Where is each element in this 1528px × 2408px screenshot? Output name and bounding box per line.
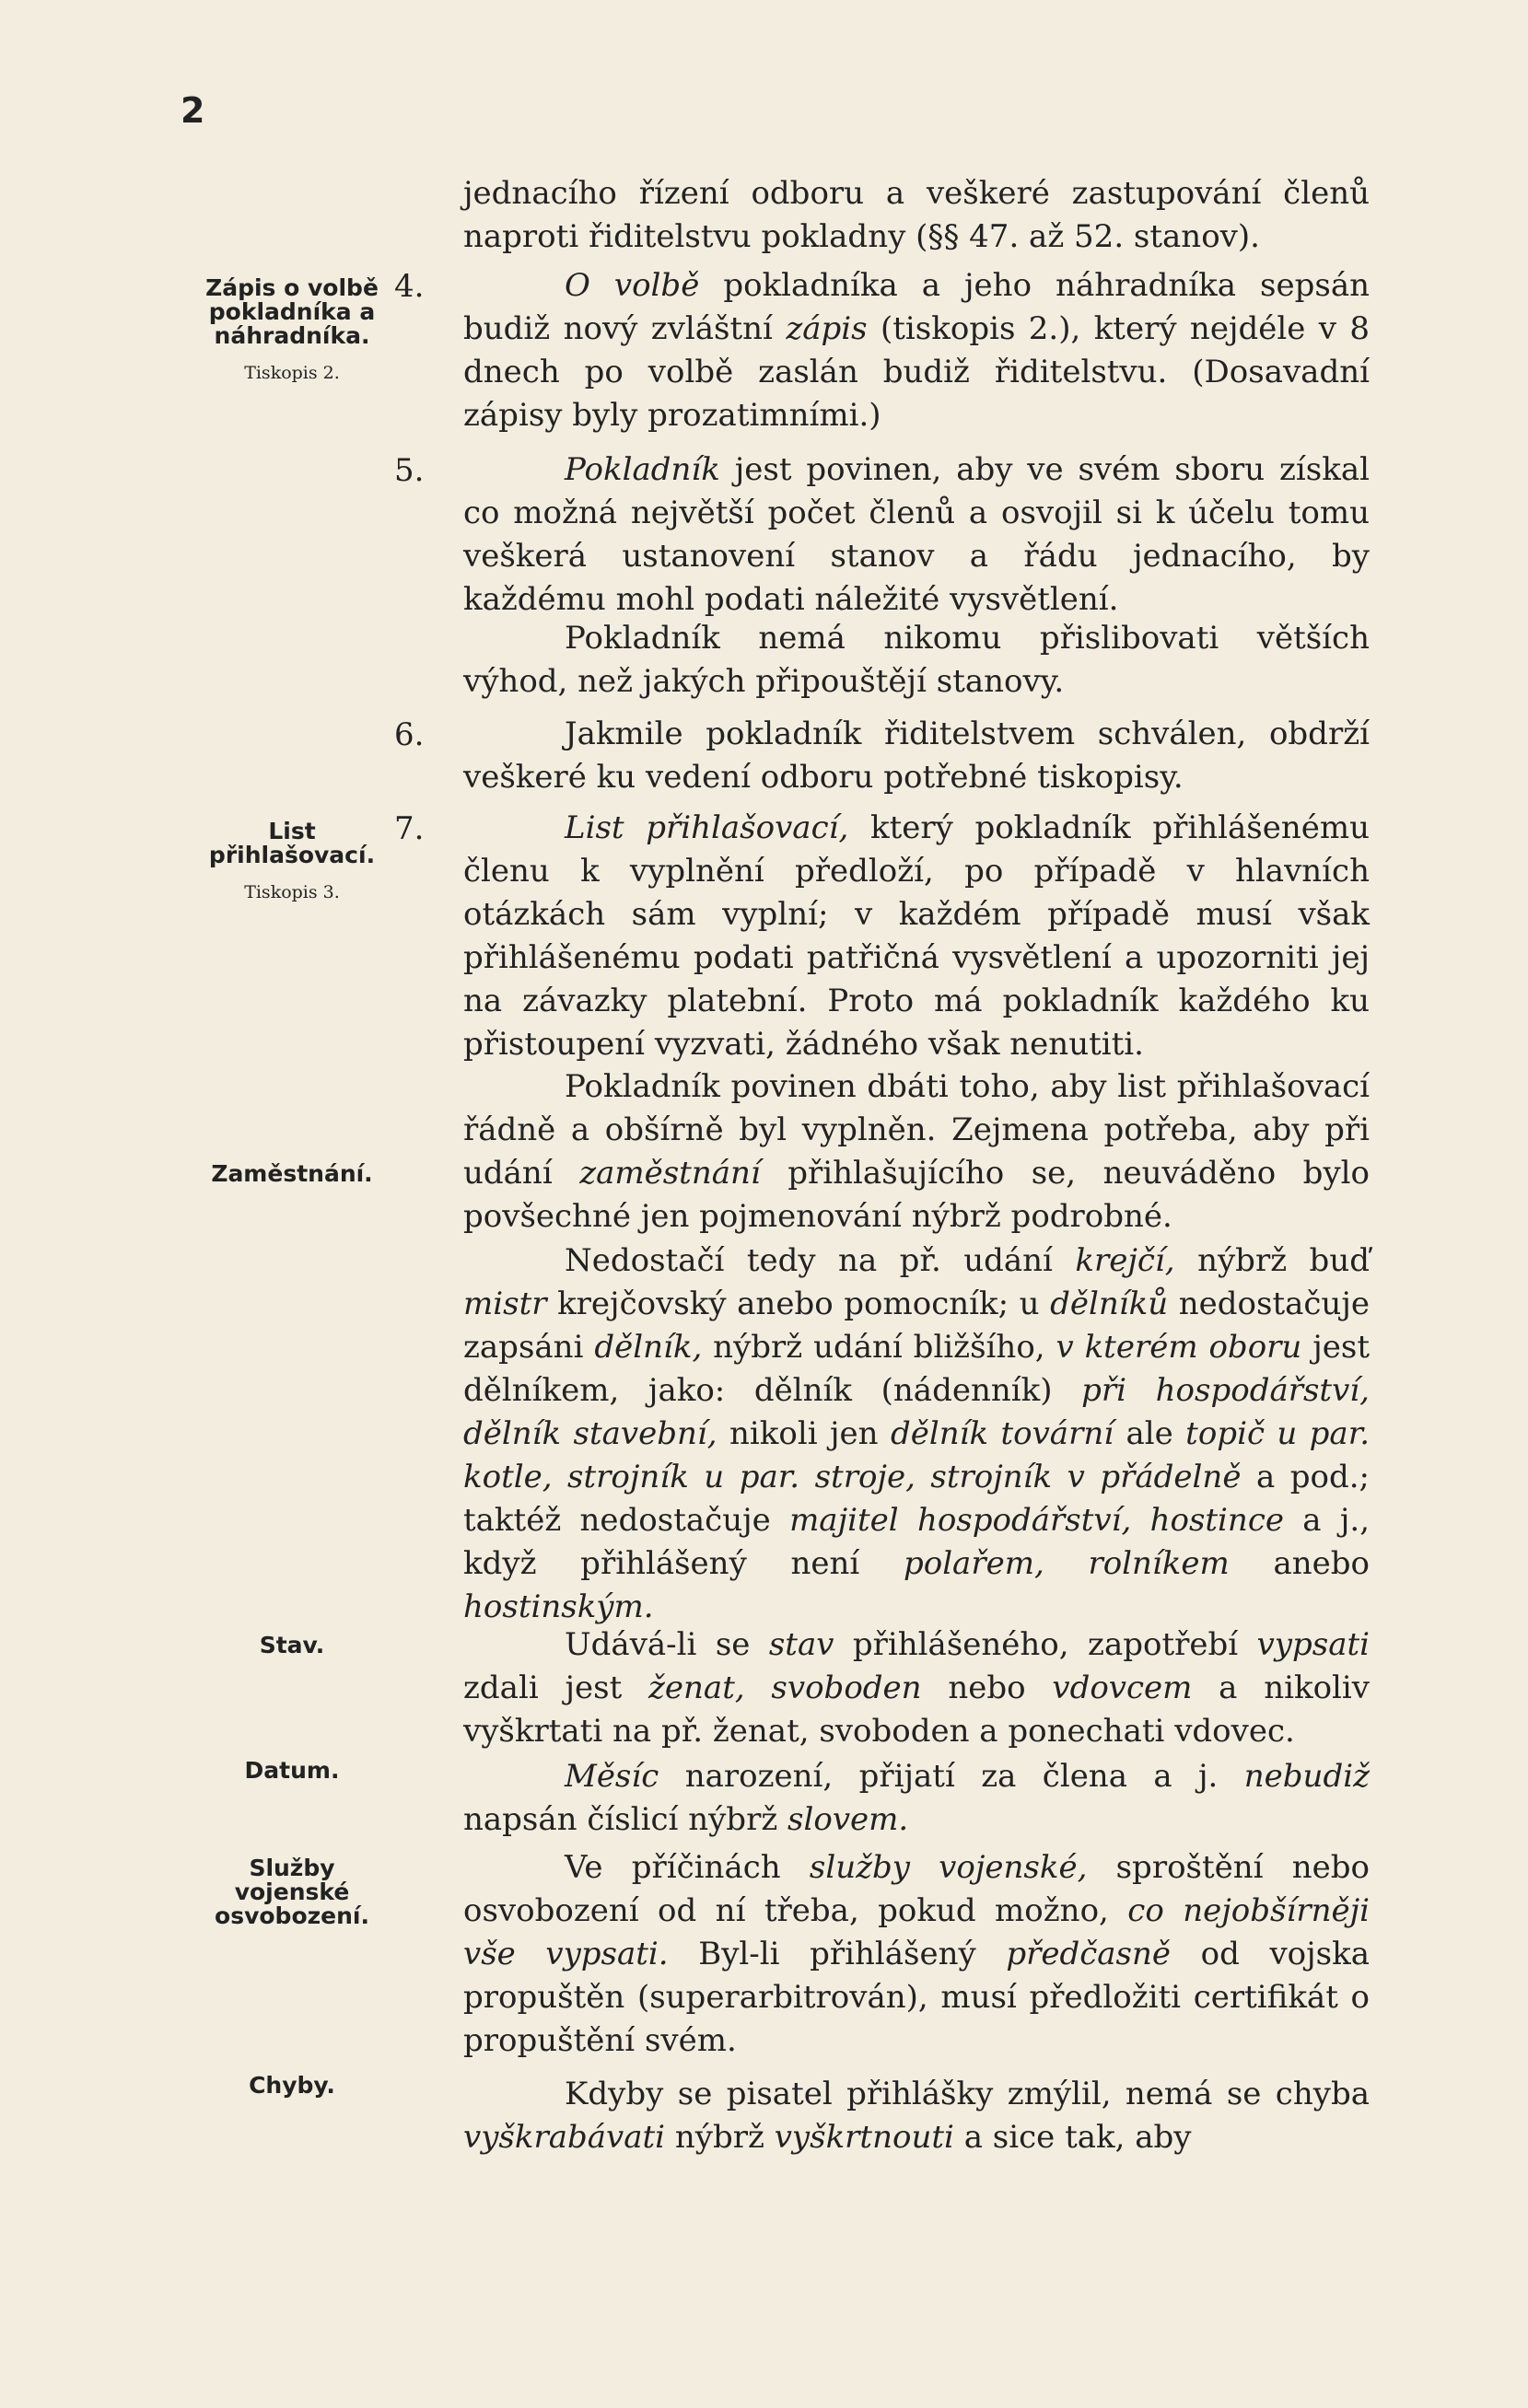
margin-note-status bbox=[195, 1634, 389, 1658]
body-text: sproštění nebo osvobození od ní třeba, pokud možno, bbox=[463, 1849, 1370, 1929]
emphasis-text: nebudiž bbox=[1243, 1758, 1370, 1795]
margin-note-military-service bbox=[195, 1856, 389, 1928]
section-number: 6. bbox=[394, 716, 425, 753]
body-text: napsán číslicí nýbrž bbox=[463, 1801, 788, 1838]
body-text: pokladníka a jeho náhradníka sepsán budiž nový zvláštní bbox=[463, 267, 1370, 347]
margin-note-text: Služby vojenské osvobození. bbox=[215, 1855, 369, 1929]
margin-note-application-form bbox=[195, 820, 389, 904]
paragraph bbox=[463, 1755, 1370, 1842]
body-text: Udává-li se bbox=[565, 1626, 769, 1663]
margin-note-errors bbox=[195, 2074, 389, 2098]
body-text: od vojska propuštěn (superarbitrován), musí předložiti certifikát o propuštění svém. bbox=[463, 1936, 1370, 2059]
paragraph bbox=[463, 1846, 1370, 2063]
margin-note-text: Chyby. bbox=[249, 2072, 335, 2099]
emphasis-text: zápis bbox=[786, 310, 868, 347]
margin-note-form-ref: Tiskopis 2. bbox=[244, 363, 340, 383]
emphasis-text: List přihlašovací, bbox=[565, 809, 849, 846]
body-text: nýbrž buď bbox=[1174, 1242, 1370, 1279]
section-number: 4. bbox=[394, 268, 425, 305]
margin-note-date bbox=[195, 1759, 389, 1783]
body-text: jednacího řízení odboru a veškeré zastupování členů naproti řiditelstvu pokladny (§§ 47. až 52. stanov). bbox=[463, 175, 1370, 255]
body-text: který pokladník přihlášenému členu k vyplnění předloží, po případě v hlavních otázkách sám vyplní; v každém případě musí však přihlášenému podati patřičná vysvětlení a upozorniti jej na závazky platební. Proto má pokladník každého ku přistoupení vyzvati, žádného však nenutiti. bbox=[463, 809, 1370, 1063]
body-text: a pod.; taktéž nedostačuje bbox=[463, 1459, 1371, 1539]
emphasis-text: dělníků bbox=[1050, 1285, 1169, 1322]
emphasis-text: O volbě bbox=[565, 267, 700, 304]
paragraph bbox=[463, 172, 1370, 259]
margin-note-text: Zápis o volbě pokladníka a náhradníka. bbox=[205, 274, 379, 349]
emphasis-text: v kterém oboru bbox=[1056, 1329, 1302, 1366]
body-text: Byl-li přihlášený bbox=[668, 1936, 1007, 1972]
emphasis-text: slovem. bbox=[787, 1801, 909, 1838]
body-text: a j., když přihlášený není bbox=[463, 1502, 1370, 1582]
emphasis-text: předčasně bbox=[1006, 1936, 1172, 1972]
margin-note-text: Zaměstnání. bbox=[211, 1160, 373, 1187]
paragraph bbox=[463, 264, 1370, 437]
section-number: 5. bbox=[394, 452, 425, 489]
body-text: přihlašujícího se, neuváděno bylo povšechné jen pojmenování nýbrž podrobné. bbox=[463, 1155, 1370, 1235]
emphasis-text: Pokladník bbox=[565, 451, 720, 488]
margin-note-election-record bbox=[195, 276, 389, 385]
emphasis-text: vypsati bbox=[1256, 1626, 1370, 1663]
body-text: zdali jest bbox=[463, 1669, 648, 1706]
body-text: nýbrž bbox=[665, 2119, 775, 2156]
emphasis-text: polařem, rolníkem bbox=[903, 1545, 1230, 1582]
body-text: nýbrž udání bližšího, bbox=[702, 1329, 1056, 1366]
margin-note-text: List přihlašovací. bbox=[208, 818, 376, 868]
paragraph bbox=[463, 448, 1370, 622]
emphasis-text: vyškrabávati bbox=[463, 2119, 666, 2156]
margin-note-text: Stav. bbox=[259, 1632, 325, 1658]
emphasis-text: Měsíc bbox=[565, 1758, 659, 1795]
emphasis-text: zaměstnání bbox=[579, 1155, 761, 1192]
paragraph bbox=[463, 713, 1370, 799]
emphasis-text: hostinským. bbox=[463, 1588, 654, 1625]
emphasis-text: majitel hospodářství, hostince bbox=[789, 1502, 1284, 1539]
body-text: jest dělníkem, jako: dělník (nádenník) bbox=[463, 1329, 1370, 1409]
body-text: Pokladník nemá nikomu přislibovati větších výhod, než jakých připouštějí stanovy. bbox=[463, 620, 1370, 700]
section-number: 7. bbox=[394, 810, 425, 847]
emphasis-text: co nejobšírněji vše vypsati. bbox=[463, 1892, 1371, 1972]
body-text: Ve příčinách bbox=[565, 1849, 810, 1886]
body-text: ale bbox=[1114, 1415, 1186, 1452]
paragraph bbox=[463, 1623, 1370, 1753]
body-text: přihlášeného, zapotřebí bbox=[834, 1626, 1257, 1663]
emphasis-text: topič u par. kotle, strojník u par. stroje, strojník v přádelně bbox=[463, 1415, 1371, 1495]
paragraph bbox=[463, 617, 1370, 704]
emphasis-text: mistr bbox=[463, 1285, 547, 1322]
body-text: narození, přijatí za člena a j. bbox=[659, 1758, 1244, 1795]
page-number: 2 bbox=[181, 90, 205, 131]
emphasis-text: ženat, svoboden bbox=[648, 1669, 922, 1706]
emphasis-text: vyškrtnouti bbox=[774, 2119, 954, 2156]
margin-note-text: Datum. bbox=[244, 1757, 340, 1784]
body-text: nedostačuje zapsáni bbox=[463, 1285, 1370, 1366]
emphasis-text: dělník tovární bbox=[890, 1415, 1114, 1452]
emphasis-text: vdovcem bbox=[1052, 1669, 1193, 1706]
body-text: nebo bbox=[921, 1669, 1053, 1706]
body-text: Jakmile pokladník řiditelstvem schválen, obdrží veškeré ku vedení odboru potřebné tiskopisy. bbox=[463, 715, 1370, 796]
body-text: nikoli jen bbox=[717, 1415, 891, 1452]
paragraph bbox=[463, 1239, 1370, 1629]
margin-note-form-ref: Tiskopis 3. bbox=[244, 882, 340, 902]
emphasis-text: krejčí, bbox=[1075, 1242, 1175, 1279]
paragraph bbox=[463, 2073, 1370, 2159]
body-text: a nikoliv vyškrtati na př. ženat, svoboden a ponechati vdovec. bbox=[463, 1669, 1371, 1750]
body-text: jest povinen, aby ve svém sboru získal co možná největší počet členů a osvojil si k účelu tomu veškerá ustanovení stanov a řádu jednacího, by každému mohl podati náležité vysvětlení. bbox=[463, 451, 1370, 618]
paragraph bbox=[463, 1065, 1370, 1239]
body-text: Nedostačí tedy na př. udání bbox=[565, 1242, 1076, 1279]
paragraph bbox=[463, 807, 1370, 1066]
emphasis-text: stav bbox=[768, 1626, 834, 1663]
body-text: Pokladník povinen dbáti toho, aby list přihlašovací řádně a obšírně byl vyplněn. Zejmena potřeba, aby při udání bbox=[463, 1068, 1370, 1192]
body-text: (tiskopis 2.), který nejdéle v 8 dnech po volbě zaslán budiž řiditelstvu. (Dosavadní zápisy byly prozatimními.) bbox=[463, 310, 1370, 434]
body-text: Kdyby se pisatel přihlášky zmýlil, nemá se chyba bbox=[565, 2076, 1370, 2112]
emphasis-text: při hospodářství, dělník stavební, bbox=[463, 1372, 1370, 1452]
emphasis-text: dělník, bbox=[594, 1329, 703, 1366]
body-text: a sice tak, aby bbox=[953, 2119, 1192, 2156]
margin-note-occupation bbox=[195, 1162, 389, 1186]
emphasis-text: služby vojenské, bbox=[809, 1849, 1088, 1886]
body-text: krejčovský anebo pomocník; u bbox=[546, 1285, 1051, 1322]
body-text: anebo bbox=[1229, 1545, 1370, 1582]
